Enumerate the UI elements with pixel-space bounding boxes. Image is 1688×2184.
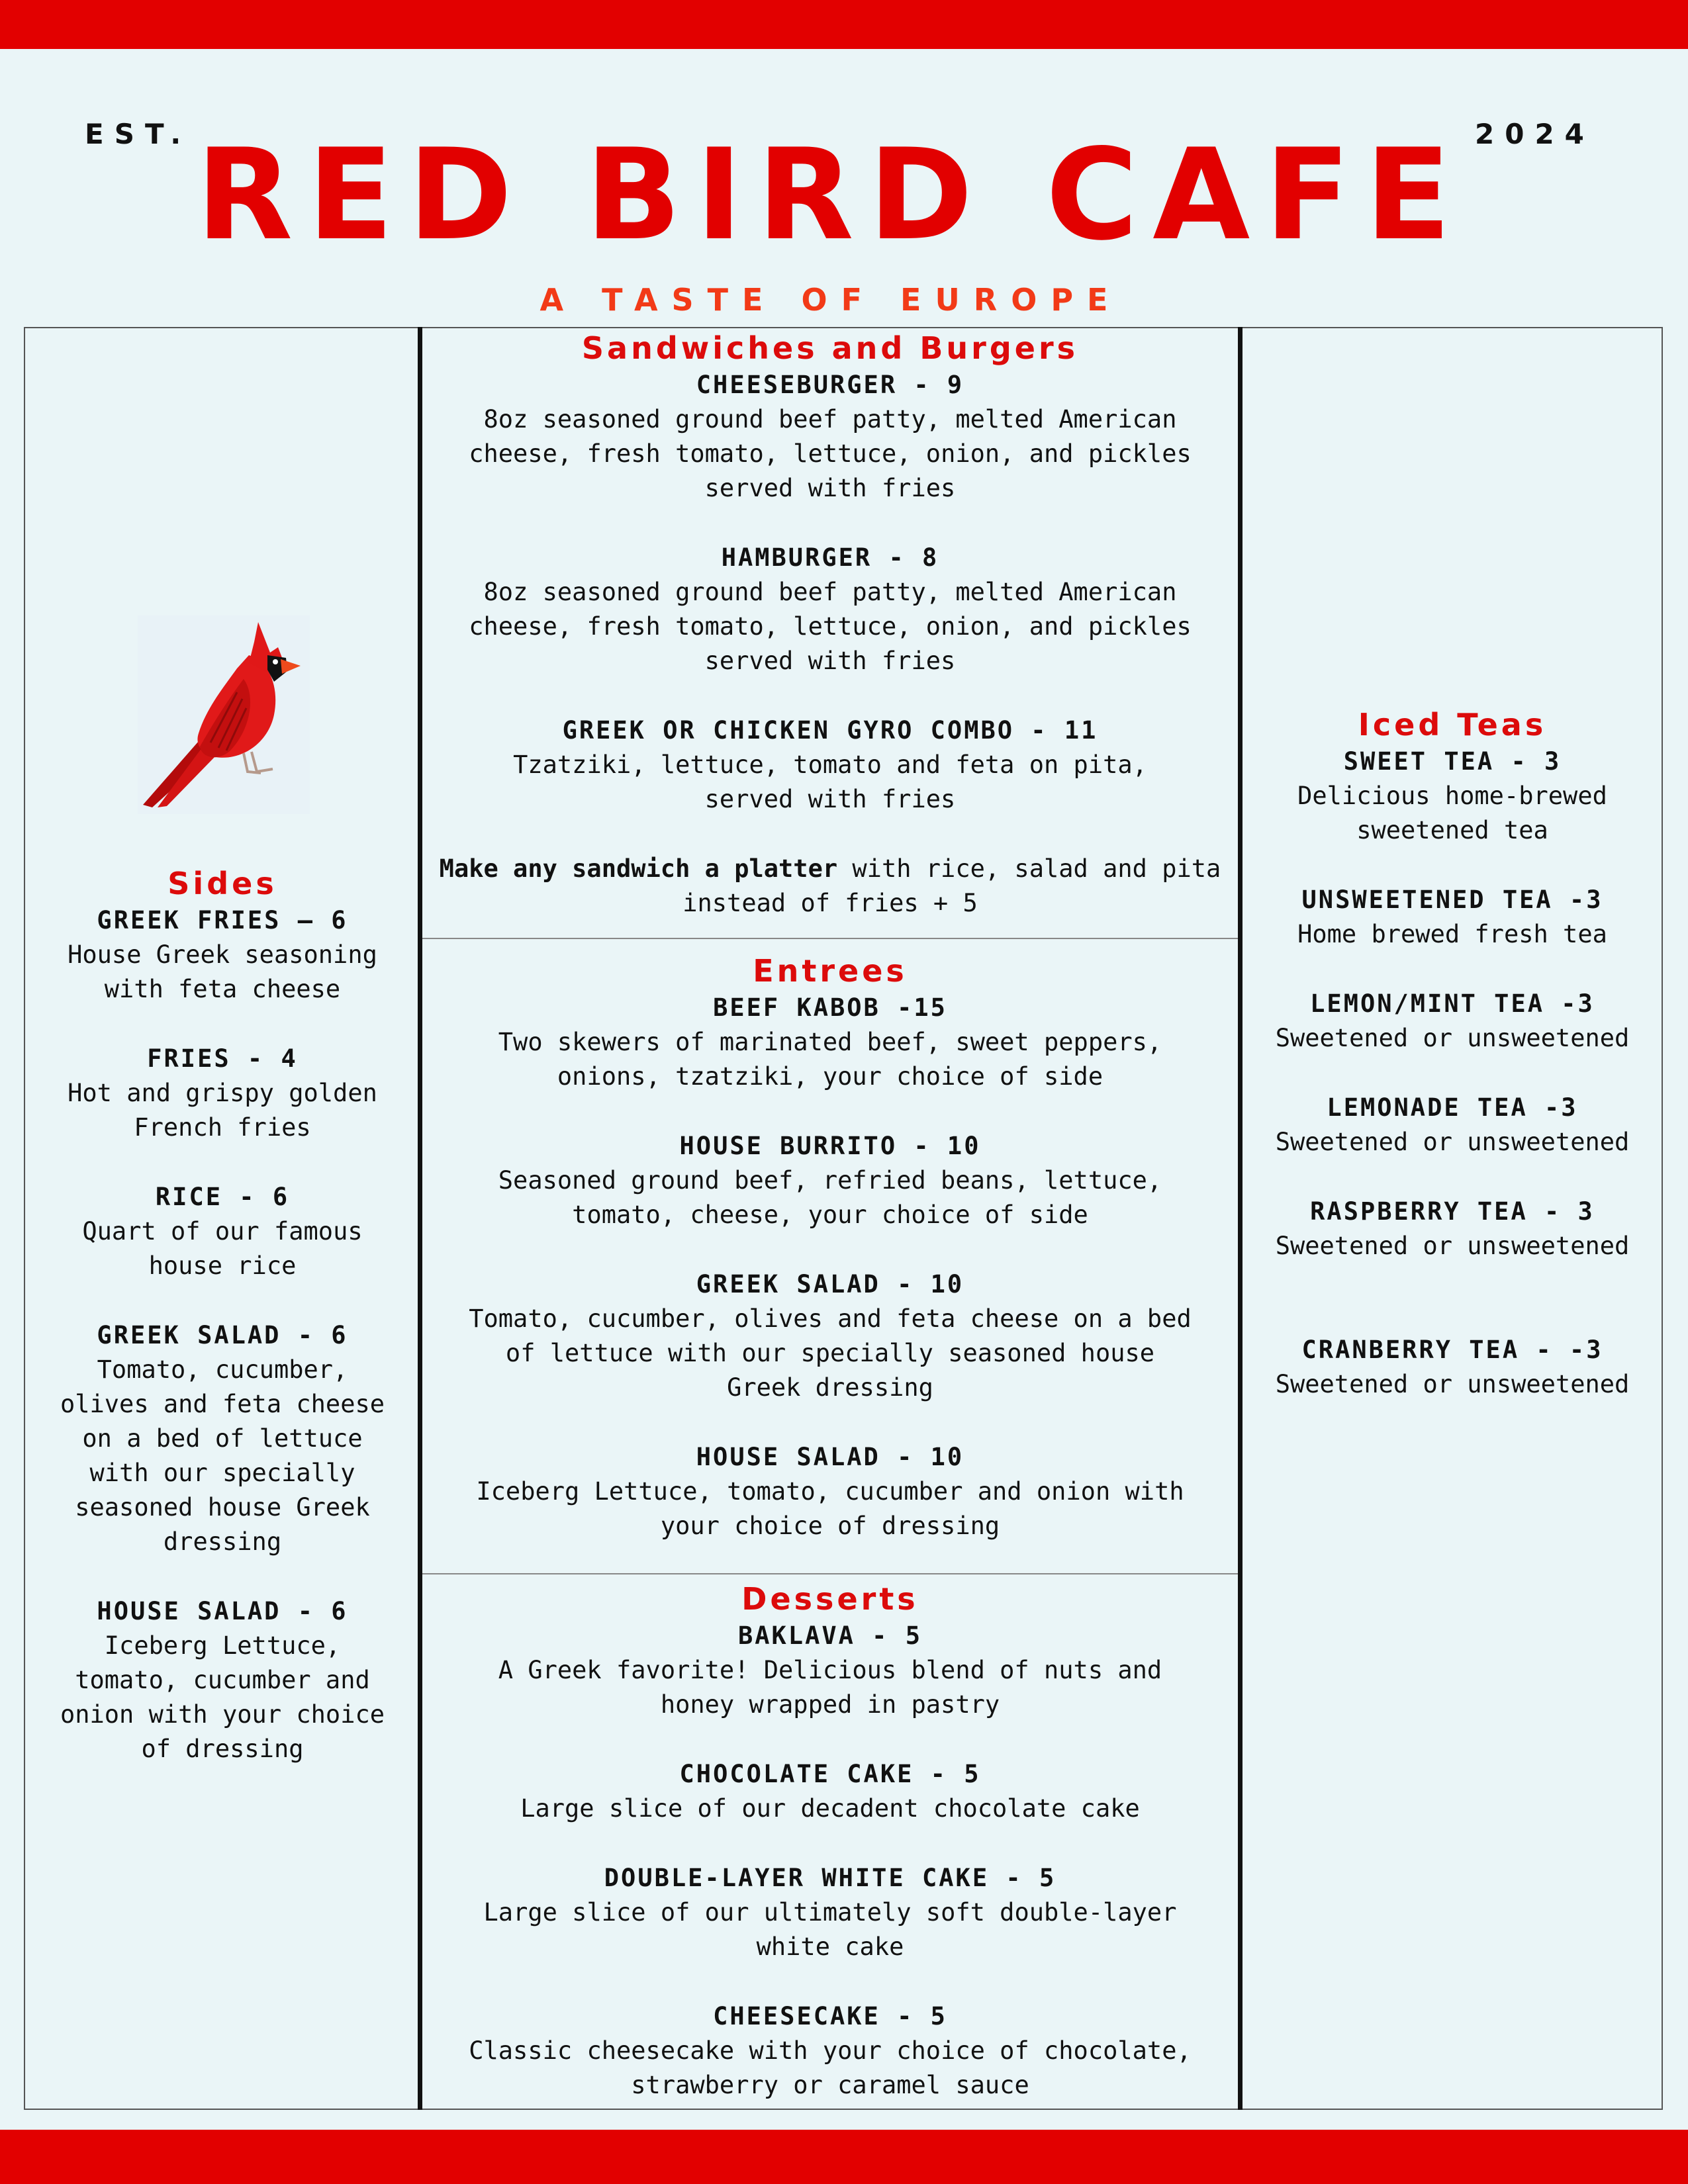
item-description: Large slice of our decadent chocolate cake xyxy=(520,1794,1140,1823)
list-item xyxy=(26,1180,418,1283)
item-description: Large slice of our ultimately soft double-layer white cake xyxy=(483,1898,1177,1961)
item-name: GREEK FRIES – 6 xyxy=(97,906,348,934)
item-name: GREEK SALAD - 10 xyxy=(696,1270,964,1298)
list-item xyxy=(1243,987,1662,1056)
item-description: 8oz seasoned ground beef patty, melted American cheese, fresh tomato, lettuce, onion, and pickles served with fries xyxy=(469,405,1192,502)
list-item xyxy=(1243,1091,1662,1160)
item-name: UNSWEETENED TEA -3 xyxy=(1301,886,1603,914)
sandwiches-section xyxy=(422,328,1238,921)
top-accent-bar xyxy=(0,0,1688,49)
list-item xyxy=(1243,1195,1662,1263)
item-description: Tzatziki, lettuce, tomato and feta on pita, served with fries xyxy=(513,751,1147,813)
list-item xyxy=(422,1999,1238,2103)
item-description: Two skewers of marinated beef, sweet peppers, onions, tzatziki, your choice of side xyxy=(498,1028,1162,1091)
item-description: A Greek favorite! Delicious blend of nuts and honey wrapped in pastry xyxy=(498,1656,1162,1719)
item-name: RASPBERRY TEA - 3 xyxy=(1310,1197,1595,1226)
item-name: CHEESEBURGER - 9 xyxy=(696,371,964,399)
item-name: HAMBURGER - 8 xyxy=(721,543,939,572)
list-item xyxy=(26,1042,418,1145)
item-name: GREEK SALAD - 6 xyxy=(97,1321,348,1349)
item-name: FRIES - 4 xyxy=(147,1044,298,1073)
item-description: Seasoned ground beef, refried beans, lettuce, tomato, cheese, your choice of side xyxy=(498,1166,1162,1229)
iced-teas-section xyxy=(1243,705,1662,1437)
item-description: House Greek seasoning with feta cheese xyxy=(68,940,377,1003)
item-description: Quart of our famous house rice xyxy=(82,1217,363,1280)
item-name: SWEET TEA - 3 xyxy=(1343,747,1562,776)
platter-note xyxy=(422,852,1238,921)
sides-section xyxy=(26,864,418,1801)
established-year: 2024 xyxy=(1475,118,1595,150)
item-name: HOUSE SALAD - 6 xyxy=(97,1597,348,1625)
desserts-section xyxy=(422,1579,1238,2138)
item-name: CHEESECAKE - 5 xyxy=(713,2002,947,2030)
page-title: RED BIRD CAFE xyxy=(196,122,1466,268)
bottom-accent-bar xyxy=(0,2130,1688,2184)
item-name: LEMON/MINT TEA -3 xyxy=(1310,989,1595,1018)
tagline: A TASTE OF EUROPE xyxy=(539,282,1122,318)
item-name: GREEK OR CHICKEN GYRO COMBO - 11 xyxy=(562,716,1098,745)
item-name: CHOCOLATE CAKE - 5 xyxy=(679,1760,981,1788)
list-item xyxy=(26,903,418,1007)
item-name: LEMONADE TEA -3 xyxy=(1327,1093,1578,1122)
item-name: BAKLAVA - 5 xyxy=(737,1621,923,1650)
entrees-heading: Entrees xyxy=(753,953,908,989)
platter-note-bold: Make any sandwich a platter xyxy=(439,854,838,883)
item-description: 8oz seasoned ground beef patty, melted American cheese, fresh tomato, lettuce, onion, and pickles served with fries xyxy=(469,578,1192,675)
sandwiches-heading: Sandwiches and Burgers xyxy=(581,330,1079,366)
item-name: HOUSE SALAD - 10 xyxy=(696,1443,964,1471)
item-description: Sweetened or unsweetened xyxy=(1275,1370,1630,1398)
list-item xyxy=(1243,745,1662,848)
item-description: Home brewed fresh tea xyxy=(1297,920,1607,948)
list-item xyxy=(26,1594,418,1766)
item-description: Iceberg Lettuce, tomato, cucumber and onion with your choice of dressing xyxy=(476,1477,1184,1540)
list-item xyxy=(422,368,1238,506)
item-description: Classic cheesecake with your choice of chocolate, strawberry or caramel sauce xyxy=(469,2036,1192,2099)
item-description: Tomato, cucumber, olives and feta cheese on a bed of lettuce with our specially seasoned house Greek dressing xyxy=(469,1304,1192,1402)
iced-teas-heading: Iced Teas xyxy=(1358,707,1547,743)
list-item xyxy=(26,1318,418,1559)
list-item xyxy=(422,1267,1238,1405)
section-divider-entrees xyxy=(422,938,1238,939)
item-name: HOUSE BURRITO - 10 xyxy=(679,1132,981,1160)
list-item xyxy=(422,1440,1238,1543)
list-item xyxy=(1243,883,1662,952)
desserts-heading: Desserts xyxy=(741,1581,919,1617)
item-description: Tomato, cucumber, olives and feta cheese on a bed of lettuce with our specially seasoned house Greek dressing xyxy=(60,1355,385,1556)
item-description: Sweetened or unsweetened xyxy=(1275,1232,1630,1260)
established-label: EST. xyxy=(85,118,192,150)
item-name: BEEF KABOB -15 xyxy=(713,993,947,1022)
list-item xyxy=(1243,1333,1662,1402)
list-item xyxy=(422,1757,1238,1826)
column-divider-left xyxy=(418,327,422,2110)
list-item xyxy=(422,541,1238,678)
list-item xyxy=(422,1619,1238,1722)
platter-note-text: with rice, salad and pita instead of fries + 5 xyxy=(682,854,1221,917)
item-name: RICE - 6 xyxy=(155,1183,290,1211)
item-description: Sweetened or unsweetened xyxy=(1275,1024,1630,1052)
list-item xyxy=(422,991,1238,1094)
list-item xyxy=(422,1129,1238,1232)
sides-heading: Sides xyxy=(167,866,277,901)
item-name: DOUBLE-LAYER WHITE CAKE - 5 xyxy=(604,1864,1056,1892)
item-description: Sweetened or unsweetened xyxy=(1275,1128,1630,1156)
item-description: Iceberg Lettuce, tomato, cucumber and onion with your choice of dressing xyxy=(60,1631,385,1763)
item-description: Delicious home-brewed sweetened tea xyxy=(1297,782,1607,844)
list-item xyxy=(422,1861,1238,1964)
item-description: Hot and grispy golden French fries xyxy=(68,1079,377,1142)
list-item xyxy=(422,713,1238,817)
column-divider-right xyxy=(1238,327,1243,2110)
item-name: CRANBERRY TEA - -3 xyxy=(1301,1336,1603,1364)
cardinal-bird-icon xyxy=(138,615,310,814)
entrees-section xyxy=(422,951,1238,1578)
